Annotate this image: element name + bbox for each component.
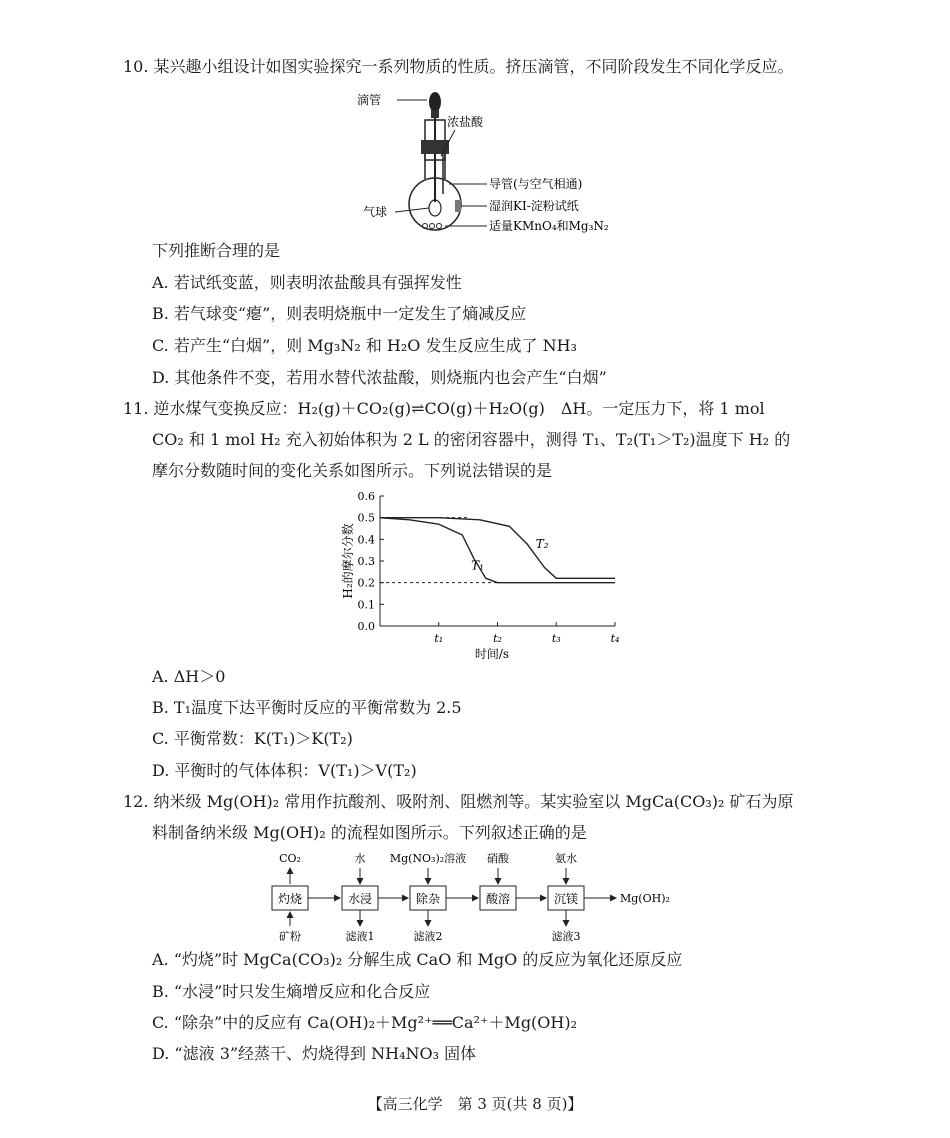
q10-option-d: D. 其他条件不变，若用水替代浓盐酸，则烧瓶内也会产生“白烟” xyxy=(152,368,607,387)
box-label-water-leach: 水浸 xyxy=(347,892,373,906)
page-footer: 【高三化学 第 3 页(共 8 页)】 xyxy=(367,1095,583,1113)
q10-apparatus-figure xyxy=(355,84,615,236)
h2-mole-fraction-chart xyxy=(330,486,630,666)
y-tick-label: 0.5 xyxy=(357,511,375,525)
series-label-2: T₂ xyxy=(535,537,549,551)
q12-stem-line2: 料制备纳米级 Mg(OH)₂ 的流程如图所示。下列叙述正确的是 xyxy=(152,823,587,842)
q12-option-b: B. “水浸”时只发生熵增反应和化合反应 xyxy=(152,982,431,1001)
y-tick-label: 0.2 xyxy=(357,576,375,590)
label-tube: 导管(与空气相通) xyxy=(489,177,583,191)
label-hcl: 浓盐酸 xyxy=(447,115,484,129)
x-tick-label: t₂ xyxy=(493,632,502,645)
label-reagent: 适量KMnO₄和Mg₃N₂ xyxy=(489,219,609,233)
y-tick-label: 0.1 xyxy=(357,598,375,612)
series-line-2 xyxy=(380,518,615,579)
label-dropper: 滴管 xyxy=(357,93,382,107)
q10-option-b: B. 若气球变“瘪”，则表明烧瓶中一定发生了熵减反应 xyxy=(152,304,527,323)
label-paper: 湿润KI-淀粉试纸 xyxy=(489,199,579,213)
x-tick-label: t₃ xyxy=(551,632,561,645)
box-label-acid-dissolve: 酸溶 xyxy=(485,892,511,906)
q12-option-c: C. “除杂”中的反应有 Ca(OH)₂＋Mg²⁺══Ca²⁺＋Mg(OH)₂ xyxy=(152,1013,578,1032)
q10-option-a: A. 若试纸变蓝，则表明浓盐酸具有强挥发性 xyxy=(152,273,462,292)
x-tick-label: t₄ xyxy=(610,632,620,645)
label-balloon: 气球 xyxy=(363,205,388,219)
q12-flowchart xyxy=(270,848,710,946)
q12-stem-line1: 12. 纳米级 Mg(OH)₂ 常用作抗酸剂、吸附剂、阻燃剂等。某实验室以 MgCa(CO₃)₂ 矿石为原 xyxy=(123,792,794,811)
product-label: Mg(OH)₂ xyxy=(620,892,670,905)
q11-stem-line2: CO₂ 和 1 mol H₂ 充入初始体积为 2 L 的密闭容器中，测得 T₁、T₂(T₁＞T₂)温度下 H₂ 的 xyxy=(152,430,791,449)
input-ore-powder: 矿粉 xyxy=(279,930,301,943)
q11-option-b: B. T₁温度下达平衡时反应的平衡常数为 2.5 xyxy=(152,698,462,717)
series-label-1: T₁ xyxy=(471,558,484,573)
y-tick-label: 0.4 xyxy=(357,533,375,547)
output-filtrate3: 滤液3 xyxy=(551,930,581,943)
input-co2: CO₂ xyxy=(279,852,301,865)
q12-option-d: D. “滤液 3”经蒸干、灼烧得到 NH₄NO₃ 固体 xyxy=(152,1044,477,1063)
input-nitric-acid: 硝酸 xyxy=(487,852,509,865)
x-tick-label: t₁ xyxy=(434,632,444,645)
output-filtrate1: 滤液1 xyxy=(345,930,375,943)
y-tick-label: 0.3 xyxy=(357,555,375,568)
x-axis-label: 时间/s xyxy=(474,647,510,661)
box-label-burn: 灼烧 xyxy=(277,892,303,906)
output-filtrate2: 滤液2 xyxy=(413,930,443,943)
y-axis-label: H₂的摩尔分数 xyxy=(341,523,355,599)
q11-option-c: C. 平衡常数：K(T₁)＞K(T₂) xyxy=(152,729,353,748)
q10-option-c: C. 若产生“白烟”，则 Mg₃N₂ 和 H₂O 发生反应生成了 NH₃ xyxy=(152,336,577,355)
q11-option-d: D. 平衡时的气体体积：V(T₁)＞V(T₂) xyxy=(152,761,417,780)
q11-stem-line1: 11. 逆水煤气变换反应：H₂(g)＋CO₂(g)⇌CO(g)＋H₂O(g) ΔH。一定压力下，将 1 mol xyxy=(123,399,765,418)
box-label-purify: 除杂 xyxy=(415,892,441,906)
input-mg-nitrate: Mg(NO₃)₂溶液 xyxy=(389,852,467,865)
input-ammonia: 氨水 xyxy=(555,852,577,865)
q11-option-a: A. ΔH＞0 xyxy=(152,667,226,686)
input-water: 水 xyxy=(354,852,366,865)
series-line-1 xyxy=(380,518,615,583)
y-tick-label: 0.0 xyxy=(357,620,375,633)
q12-option-a: A. “灼烧”时 MgCa(CO₃)₂ 分解生成 CaO 和 MgO 的反应为氧化还原反应 xyxy=(152,950,683,969)
q11-stem-line3: 摩尔分数随时间的变化关系如图所示。下列说法错误的是 xyxy=(152,461,553,480)
q10-prompt: 下列推断合理的是 xyxy=(152,241,281,260)
box-label-precipitate: 沉镁 xyxy=(553,892,579,906)
y-tick-label: 0.6 xyxy=(357,490,375,503)
q10-stem: 10. 某兴趣小组设计如图实验探究一系列物质的性质。挤压滴管，不同阶段发生不同化学反应。 xyxy=(123,57,794,76)
